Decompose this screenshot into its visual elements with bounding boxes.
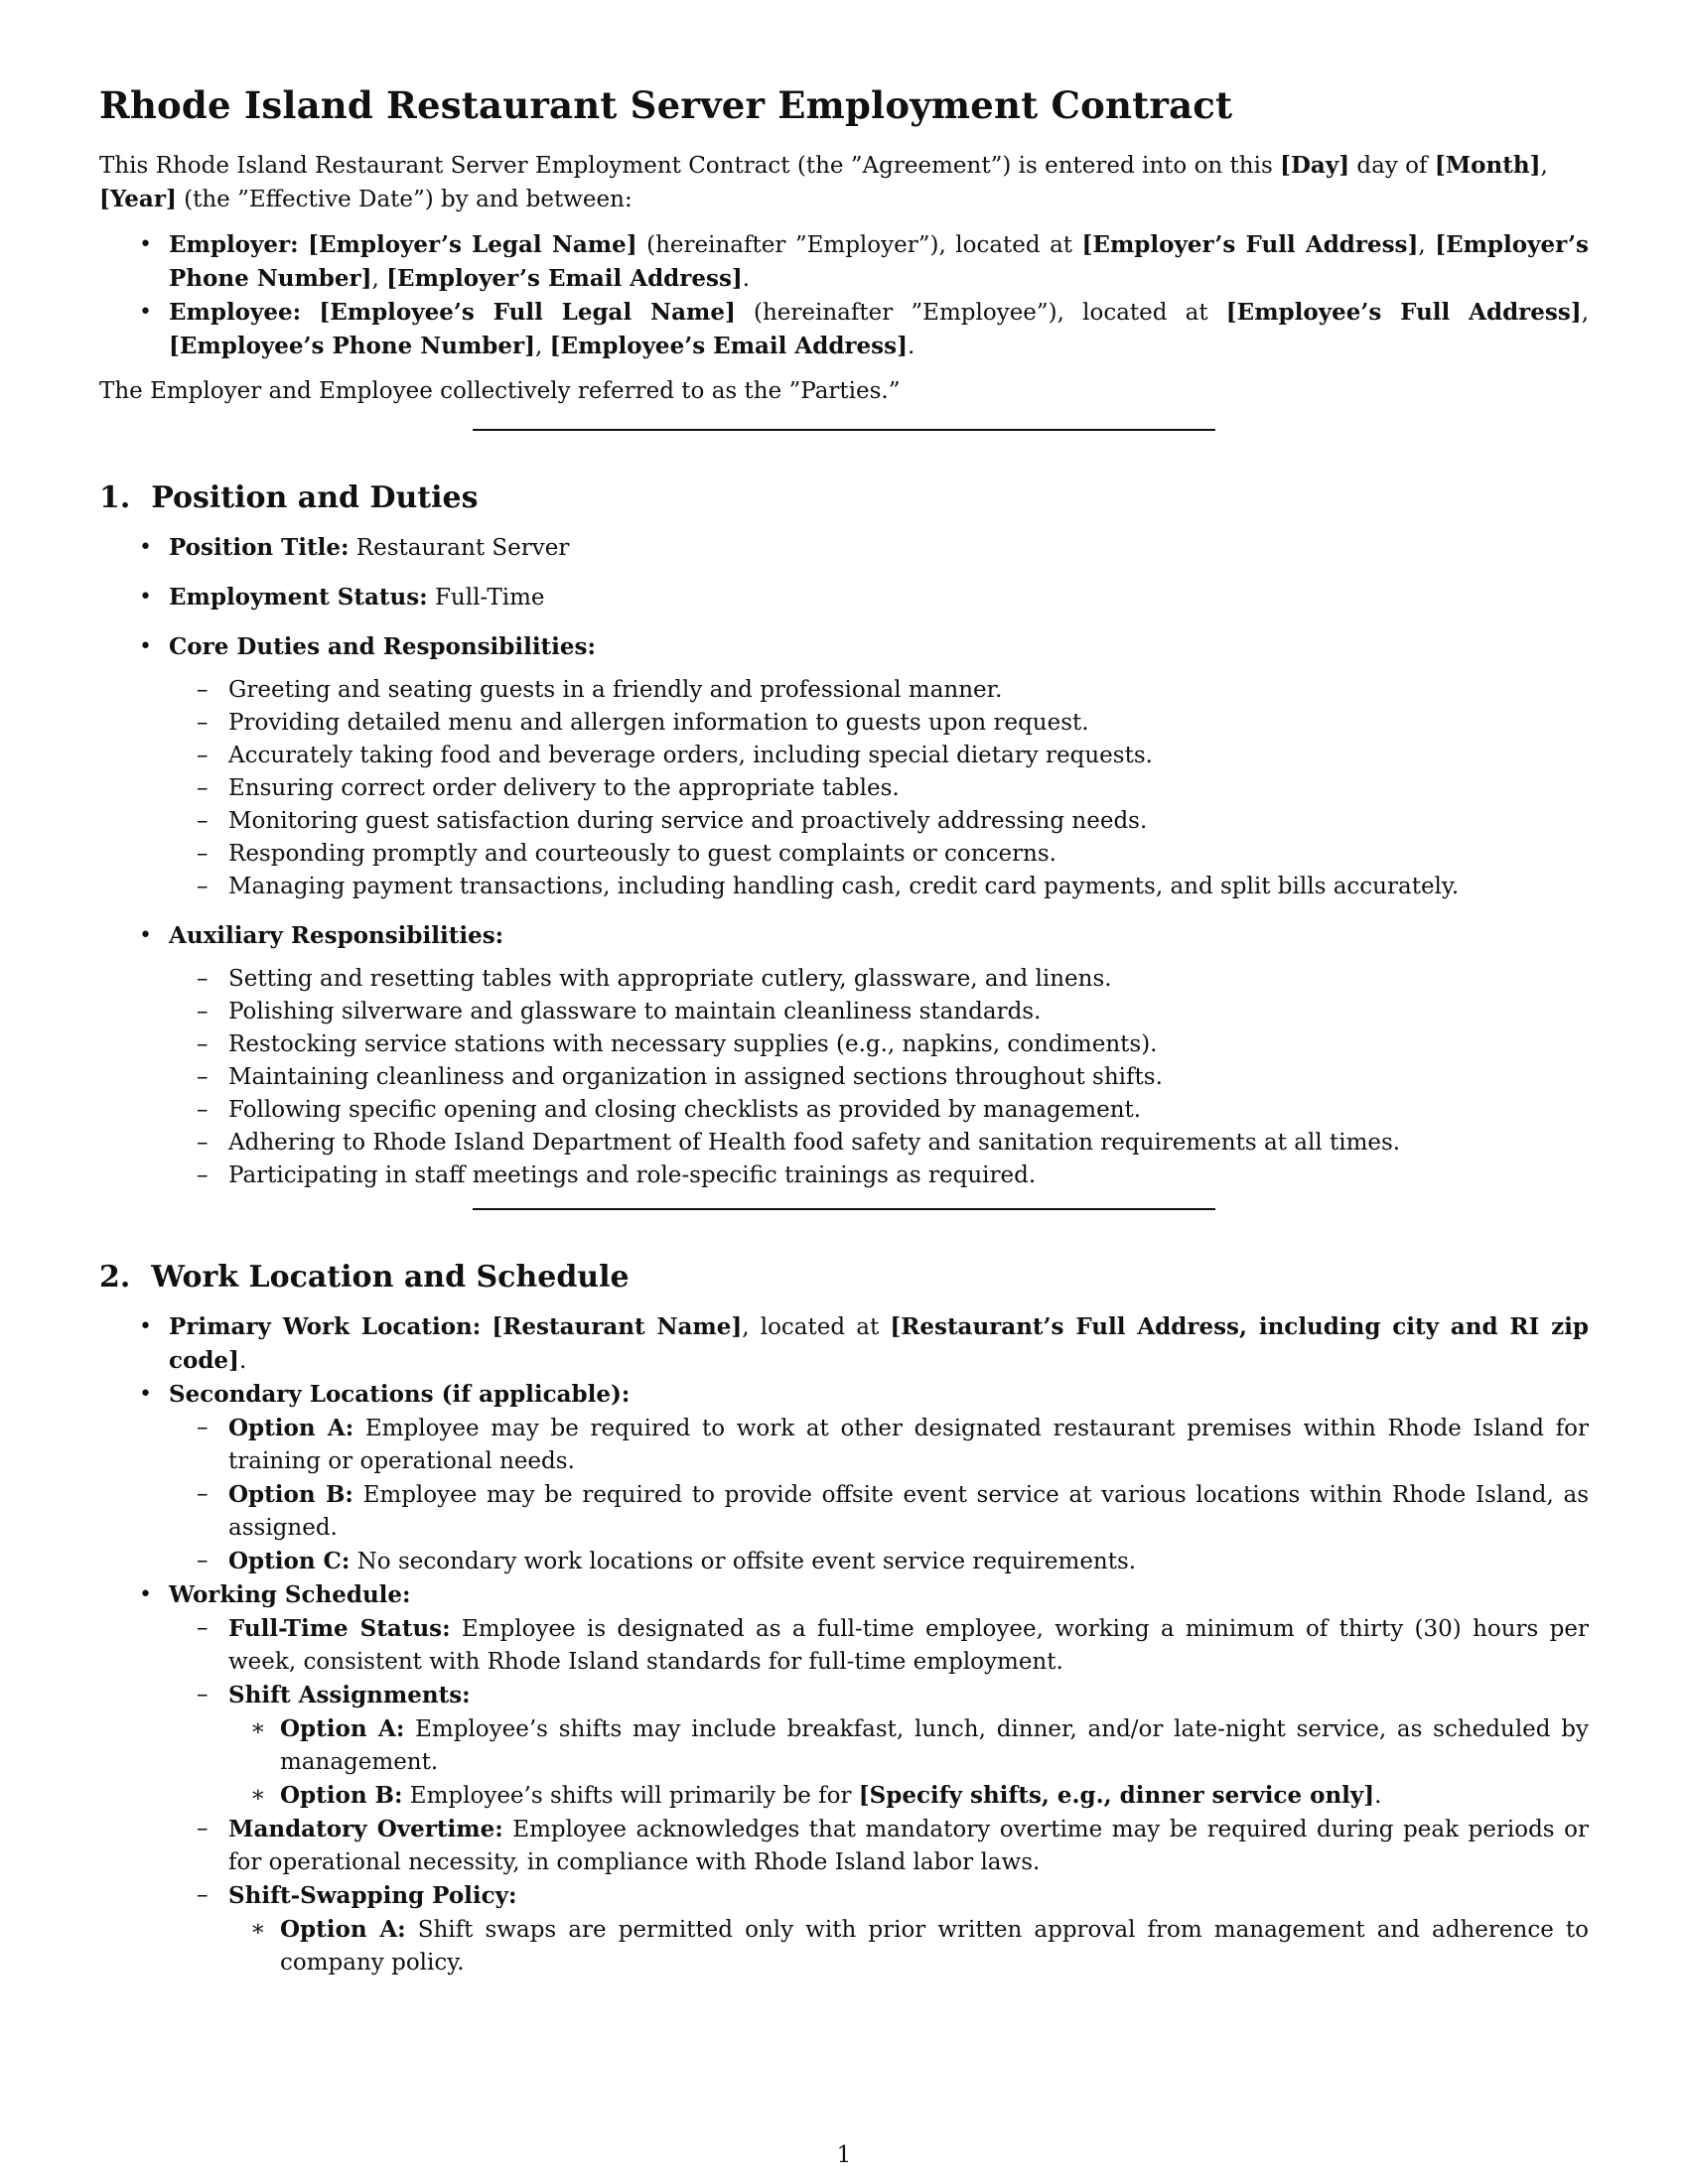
list-item: – Option C: No secondary work locations or offsite event service requirements.: [99, 1545, 1589, 1578]
list-item: – Adhering to Rhode Island Department of Health food safety and sanitation requirements at all times.: [99, 1127, 1589, 1160]
list-item: – Option A: Employee may be required to work at other designated restaurant premises within Rhode Island for training or operational needs.: [99, 1412, 1589, 1478]
parties-collective: The Employer and Employee collectively referred to as the ”Parties.”: [99, 378, 901, 404]
list-item: – Providing detailed menu and allergen information to guests upon request.: [99, 707, 1589, 740]
list-item: – Following specific opening and closing checklists as provided by management.: [99, 1094, 1589, 1127]
shift-options-list: [99, 1712, 1589, 1813]
section-1-list: [99, 531, 1589, 1192]
list-item: – Shift-Swapping Policy: ∗ Option A: Shift swaps are permitted only with prior written approval from management and adherence to company policy.: [99, 1879, 1589, 1979]
list-item: – Restocking service stations with necessary supplies (e.g., napkins, condiments).: [99, 1028, 1589, 1061]
employment-status-item: • Employment Status: Full-Time: [99, 581, 1589, 614]
parties-list: [99, 228, 1589, 363]
working-schedule-item: • Working Schedule: – Full-Time Status: Employee is designated as a full-time employee, working a minimum of thirty (30) hours per week, consistent with Rhode Island standards for full-time employment. – Shift Assignments: ∗ Option A: Employee’s shifts may include breakfast, lunch, dinner, and/or late-night service, as scheduled by management. ∗ Option B: Employee’s shifts will primarily be for [Specify shifts, e.g., dinner service only]. – Mandatory Overtime: Employee acknowledges that mandatory overtime may be required during peak periods or for operational necessity, in compliance with Rhode Island labor laws. – Shift-Swapping Policy: ∗ Option A: Shift swaps are permitted only with prior written approval from management and adherence to company policy.: [99, 1578, 1589, 1979]
employer-item: • Employer: [Employer’s Legal Name] (hereinafter ”Employer”), located at [Employer’s Full Address], [Employer’s Phone Number], [Employer’s Email Address].: [99, 228, 1589, 296]
core-duties-item: • Core Duties and Responsibilities: – Greeting and seating guests in a friendly and professional manner. – Providing detailed menu and allergen information to guests upon request. – Accurately taking food and beverage orders, including special dietary requests. – Ensuring correct order delivery to the appropriate tables. – Monitoring guest satisfaction during service and proactively addressing needs. – Responding promptly and courteously to guest complaints or concerns. – Managing payment transactions, including handling cash, credit card payments, and split bills accurately.: [99, 630, 1589, 903]
list-item: – Greeting and seating guests in a friendly and professional manner.: [99, 674, 1589, 707]
list-item: – Shift Assignments: ∗ Option A: Employee’s shifts may include breakfast, lunch, dinner, and/or late-night service, as scheduled by management. ∗ Option B: Employee’s shifts will primarily be for [Specify shifts, e.g., dinner service only].: [99, 1679, 1589, 1813]
section-1-heading: 1. Position and Duties: [99, 480, 479, 515]
list-item: – Responding promptly and courteously to guest complaints or concerns.: [99, 838, 1589, 871]
section-divider: [473, 429, 1215, 431]
list-item: – Polishing silverware and glassware to maintain cleanliness standards.: [99, 996, 1589, 1028]
list-item: – Participating in staff meetings and role-specific trainings as required.: [99, 1160, 1589, 1192]
secondary-options-list: [99, 1412, 1589, 1578]
list-item: ∗ Option A: Shift swaps are permitted only with prior written approval from management and adherence to company policy.: [99, 1913, 1589, 1979]
auxiliary-list: [99, 963, 1589, 1192]
list-item: ∗ Option A: Employee’s shifts may include breakfast, lunch, dinner, and/or late-night service, as scheduled by management.: [99, 1712, 1589, 1779]
list-item: – Full-Time Status: Employee is designated as a full-time employee, working a minimum of thirty (30) hours per week, consistent with Rhode Island standards for full-time employment.: [99, 1612, 1589, 1679]
section-2-list: [99, 1310, 1589, 1979]
primary-location-item: • Primary Work Location: [Restaurant Name], located at [Restaurant’s Full Address, including city and RI zip code].: [99, 1310, 1589, 1378]
employer-name: [Employer’s Legal Name]: [308, 231, 637, 258]
intro-paragraph: This Rhode Island Restaurant Server Employment Contract (the ”Agreement”) is entered into on this [Day] day of [Month], [Year] (the ”Effective Date”) by and between:: [99, 152, 1548, 212]
year-placeholder: [Year]: [99, 186, 177, 212]
day-placeholder: [Day]: [1280, 152, 1350, 179]
section-2-heading: 2. Work Location and Schedule: [99, 1260, 630, 1295]
section-divider: [473, 1208, 1215, 1210]
month-placeholder: [Month]: [1434, 152, 1541, 179]
core-duties-list: [99, 674, 1589, 903]
working-schedule-list: [99, 1612, 1589, 1979]
list-item: – Managing payment transactions, including handling cash, credit card payments, and split bills accurately.: [99, 871, 1589, 903]
position-title-item: • Position Title: Restaurant Server: [99, 531, 1589, 565]
page-number: 1: [836, 2142, 852, 2168]
list-item: – Accurately taking food and beverage orders, including special dietary requests.: [99, 740, 1589, 772]
document-title: Rhode Island Restaurant Server Employment Contract: [99, 83, 1233, 127]
employee-name: [Employee’s Full Legal Name]: [319, 299, 736, 326]
list-item: – Option B: Employee may be required to provide offsite event service at various locations within Rhode Island, as assigned.: [99, 1478, 1589, 1545]
auxiliary-item: • Auxiliary Responsibilities: – Setting and resetting tables with appropriate cutlery, glassware, and linens. – Polishing silverware and glassware to maintain cleanliness standards. – Restocking service stations with necessary supplies (e.g., napkins, condiments). – Maintaining cleanliness and organization in assigned sections throughout shifts. – Following specific opening and closing checklists as provided by management. – Adhering to Rhode Island Department of Health food safety and sanitation requirements at all times. – Participating in staff meetings and role-specific trainings as required.: [99, 919, 1589, 1192]
secondary-locations-item: • Secondary Locations (if applicable): – Option A: Employee may be required to work at other designated restaurant premises within Rhode Island for training or operational needs. – Option B: Employee may be required to provide offsite event service at various locations within Rhode Island, as assigned. – Option C: No secondary work locations or offsite event service requirements.: [99, 1378, 1589, 1578]
contract-page: [99, 83, 1589, 1989]
list-item: – Monitoring guest satisfaction during service and proactively addressing needs.: [99, 805, 1589, 838]
list-item: ∗ Option B: Employee’s shifts will primarily be for [Specify shifts, e.g., dinner service only].: [99, 1779, 1589, 1813]
list-item: – Ensuring correct order delivery to the appropriate tables.: [99, 772, 1589, 805]
list-item: – Maintaining cleanliness and organization in assigned sections throughout shifts.: [99, 1061, 1589, 1094]
list-item: – Setting and resetting tables with appropriate cutlery, glassware, and linens.: [99, 963, 1589, 996]
list-item: – Mandatory Overtime: Employee acknowledges that mandatory overtime may be required during peak periods or for operational necessity, in compliance with Rhode Island labor laws.: [99, 1813, 1589, 1879]
swap-options-list: [99, 1913, 1589, 1979]
employee-item: • Employee: [Employee’s Full Legal Name] (hereinafter ”Employee”), located at [Employee’s Full Address], [Employee’s Phone Number], [Employee’s Email Address].: [99, 296, 1589, 363]
